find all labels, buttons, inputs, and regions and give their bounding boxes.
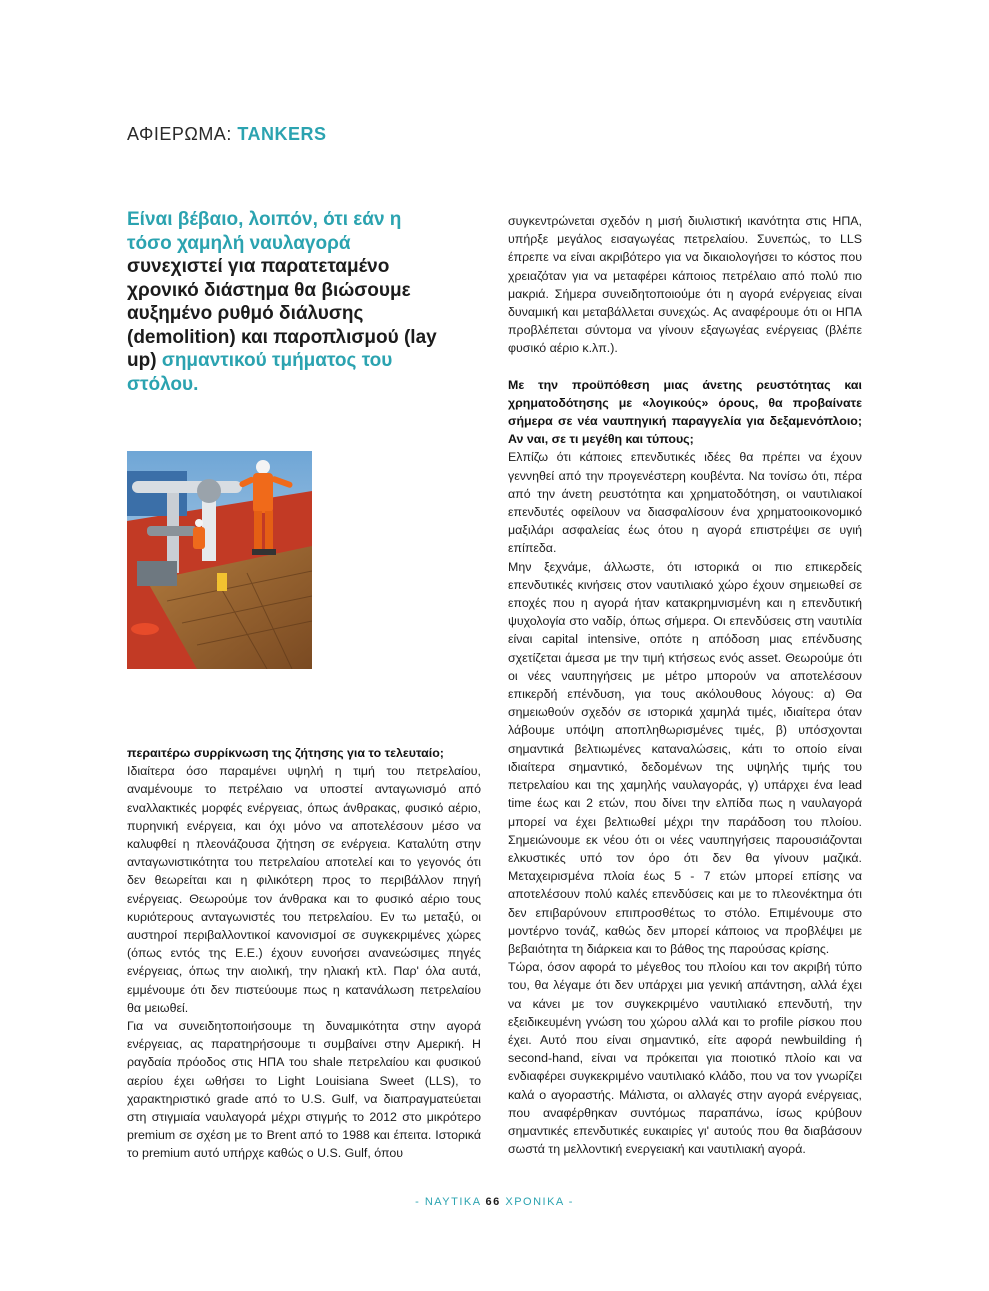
footer-brand-left: - ΝΑΥΤΙΚΑ xyxy=(415,1196,486,1208)
pull-quote-part-1: Είναι βέβαιο, λοιπόν, ότι εάν η τόσο χαμηλή ναυλαγορά xyxy=(127,209,402,254)
page-footer xyxy=(0,1196,989,1208)
right-paragraph-1: συγκεντρώνεται σχεδόν η μισή διυλιστική ικανότητα στις ΗΠΑ, υπήρξε μεγάλος εισαγωγέας πετρελαίου. Συνεπώς, το LLS έπρεπε να είναι ακριβότερο για να δικαιολογήσει το κόστος που χρειαζόταν για να μεταφέρει κάποιος πετρέλαιο από πολύ πιο μακριά. Σήμερα συνειδητοποιούμε ότι η αγορά ενέργειας είναι δυναμική και μεταβάλλεται συνεχώς. Ας αναφέρουμε ότι οι ΗΠΑ προβλέπεται σύντομα να γίνουν εξαγωγέας ενέργειας (βλέπε φυσικό αέριο κ.λπ.). xyxy=(508,214,862,356)
pull-quote-part-3: σημαντικού τμήματος του στόλου. xyxy=(127,350,393,395)
left-lead-question: περαιτέρω συρρίκνωση της ζήτησης για το τελευταίο; xyxy=(127,746,444,760)
left-paragraph-1: Ιδιαίτερα όσο παραμένει υψηλή η τιμή του πετρελαίου, αναμένουμε το πετρέλαιο να υποστεί ανταγωνισμό από εναλλακτικές μορφές ενέργειας, όπως άνθρακας, φυσικό αέριο, πυρηνική ενέργεια, και όχι μόνο να αποτελέσουν μέσο να καλυφθεί η πλεονάζουσα ζήτηση σε ενέργεια. Καταλύτη στην ανταγωνιστικότητα του πετρελαίου αποτελεί και το γεγονός ότι δεν θεωρείται και η φιλικότερη προς το περιβάλλον πηγή ενέργειας. Θεωρούμε τον άνθρακα και το φυσικό αέριο τους κυριότερους ανταγωνιστές του πετρελαίου. Εν τω μεταξύ, οι αυστηροί περιβαλλοντικοί κανονισμοί σε συγκεκριμένες χώρες (όπως εντός της Ε.Ε.) έχουν ευνοήσει ανανεώσιμες πηγές ενέργειας, όπως την αιολική, την ηλιακή κτλ. Παρ' όλα αυτά, εμμένουμε ότι δεν πιστεύουμε πως η κατανάλωση πετρελαίου θα μειωθεί. xyxy=(127,764,481,1015)
right-paragraph-2: Ελπίζω ότι κάποιες επενδυτικές ιδέες θα πρέπει να έχουν γεννηθεί από την προγενέστερη κουβέντα. Να τονίσω ότι, πέρα από την άνετη ρευστότητα και χρηματοδότηση, οι ναυτιλιακοί επενδυτές οφείλουν να διασφαλίσουν ένα χρηματοοικονομικό μαξιλάρι ασφαλείας έως ότου η αγορά επιστρέψει σε υγιή επίπεδα. xyxy=(508,450,862,556)
left-paragraph-2: Για να συνειδητοποιήσουμε τη δυναμικότητα στην αγορά ενέργειας, ας παρατηρήσουμε τι συμβαίνει στην Αμερική. Η ραγδαία πρόοδος στις ΗΠΑ του shale πετρελαίου και φυσικού αερίου έχει ωθήσει το Light Louisiana Sweet (LLS), το χαρακτηριστικό grade από το U.S. Gulf, να διαπραγματεύεται στη στιγμιαία ναυλαγορά μέχρι στιγμής το 2012 στο μικρότερο premium σε σχέση με το Brent από το 1988 και έπειτα. Ιστορικά το premium αυτό υπήρχε καθώς ο U.S. Gulf, όπου xyxy=(127,1019,481,1161)
section-header xyxy=(127,124,327,145)
section-kicker: ΑΦΙΕΡΩΜΑ: xyxy=(127,124,238,144)
right-paragraph-3: Μην ξεχνάμε, άλλωστε, ότι ιστορικά οι πιο επικερδείς επενδυτικές κινήσεις στον ναυτιλιακό χώρο έχουν σημειωθεί σε εποχές που η αγορά ήταν κατακρημνισμένη και η επενδυτική ψυχολογία στο ναδίρ, όπως σήμερα. Οι επενδύσεις στη ναυτιλία είναι capital intensive, οπότε η απόδοση μιας επένδυσης σχετίζεται άμεσα με την τιμή κτήσεως ενός asset. Θεωρούμε ότι οι νέες ναυπηγήσεις με μέτρο μπορούν να αποτελέσουν επικερδή επένδυση, για τους ακόλουθους λόγους: α) Θα σημειωθούν σχεδόν σε ιστορικά χαμηλά τιμές, ιδιαίτερα όταν λάβουμε υπόψη αποπληθωρισμένες τιμές, β) υπόσχονται σημαντικά βελτιωμένες καταναλώσεις, κάτι το οποίο είναι ιδιαίτερα σημαντικό, δεδομένων της υψηλής τιμής του πετρελαίου και της χαμηλής ναυλαγοράς, γ) υπάρχει ένα lead time έως και 2 ετών, που δίνει την ελπίδα πως η ναυλαγορά μπορεί να έχει βελτιωθεί μέχρι την παράδοση του πλοίου. Σημειώνουμε εκ νέου ότι οι νέες ναυπηγήσεις παρουσιάζονται ελκυστικές υπό τον όρο ότι δεν θα γίνουν μαζικά. Μεταχειρισμένα πλοία έως 5 - 7 ετών μπορεί επίσης να αποτελέσουν πολύ καλές επενδύσεις και με το πλεονέκτημα ότι δεν επιβαρύνουν επιπροσθέτως το στόλο. Επιμένουμε στο μοντέρνο τονάζ, καθώς δεν μπορεί κάποιος να προβλέψει με βεβαιότητα τη διάρκεια και το βάθος της παρούσας κρίσης. xyxy=(508,559,862,956)
pull-quote-part-2: συνεχιστεί για παρατεταμένο χρονικό διάστημα θα βιώσουμε αυξημένο ρυθμό διάλυσης (demolition) και παροπλισμού (lay up) xyxy=(127,256,437,371)
page-number: 66 xyxy=(485,1196,501,1208)
left-column xyxy=(127,744,481,1163)
pull-quote xyxy=(127,208,447,396)
interview-question: Με την προϋπόθεση μιας άνετης ρευστότητας και χρηματοδότησης με «λογικούς» όρους, θα προβαίνατε σήμερα σε νέα ναυπηγική παραγγελία για δεξαμενόπλοιο; Αν ναι, σε τι μεγέθη και τύπους; xyxy=(508,377,862,447)
right-column xyxy=(508,212,862,1158)
right-paragraph-4: Τώρα, όσον αφορά το μέγεθος του πλοίου και τον ακριβή τύπο του, θα λέγαμε ότι δεν υπάρχει μια γενική απάντηση, αλλά έχει να κάνει με τον συγκεκριμένο ναυτιλιακό επενδυτή, την εξειδικευμένη γνώση του χώρου αλλά και το profile ρίσκου που έχει. Αυτό που είναι σημαντικό, είτε αφορά newbuilding ή second-hand, είναι να πρόκειται για ποιοτικό πλοίο και να ενδιαφέρει συγκεκριμένο ναυτιλιακό κλάδο, που να τον γνωρίζει καλά ο αγοραστής. Μάλιστα, οι αλλαγές στην αγορά ενέργειας, που αναφέρθηκαν συντόμως παραπάνω, ίσως κρύβουν σημαντικές επενδυτικές ευκαιρίες γι' αυτούς που θα διαβάσουν σωστά τη μελλοντική ενεργειακή και ναυτιλιακή αγορά. xyxy=(508,960,862,1157)
tanker-deck-photo xyxy=(127,451,312,669)
footer-brand-right: ΧΡΟΝΙΚΑ - xyxy=(500,1196,574,1208)
section-topic: TANKERS xyxy=(237,124,327,144)
